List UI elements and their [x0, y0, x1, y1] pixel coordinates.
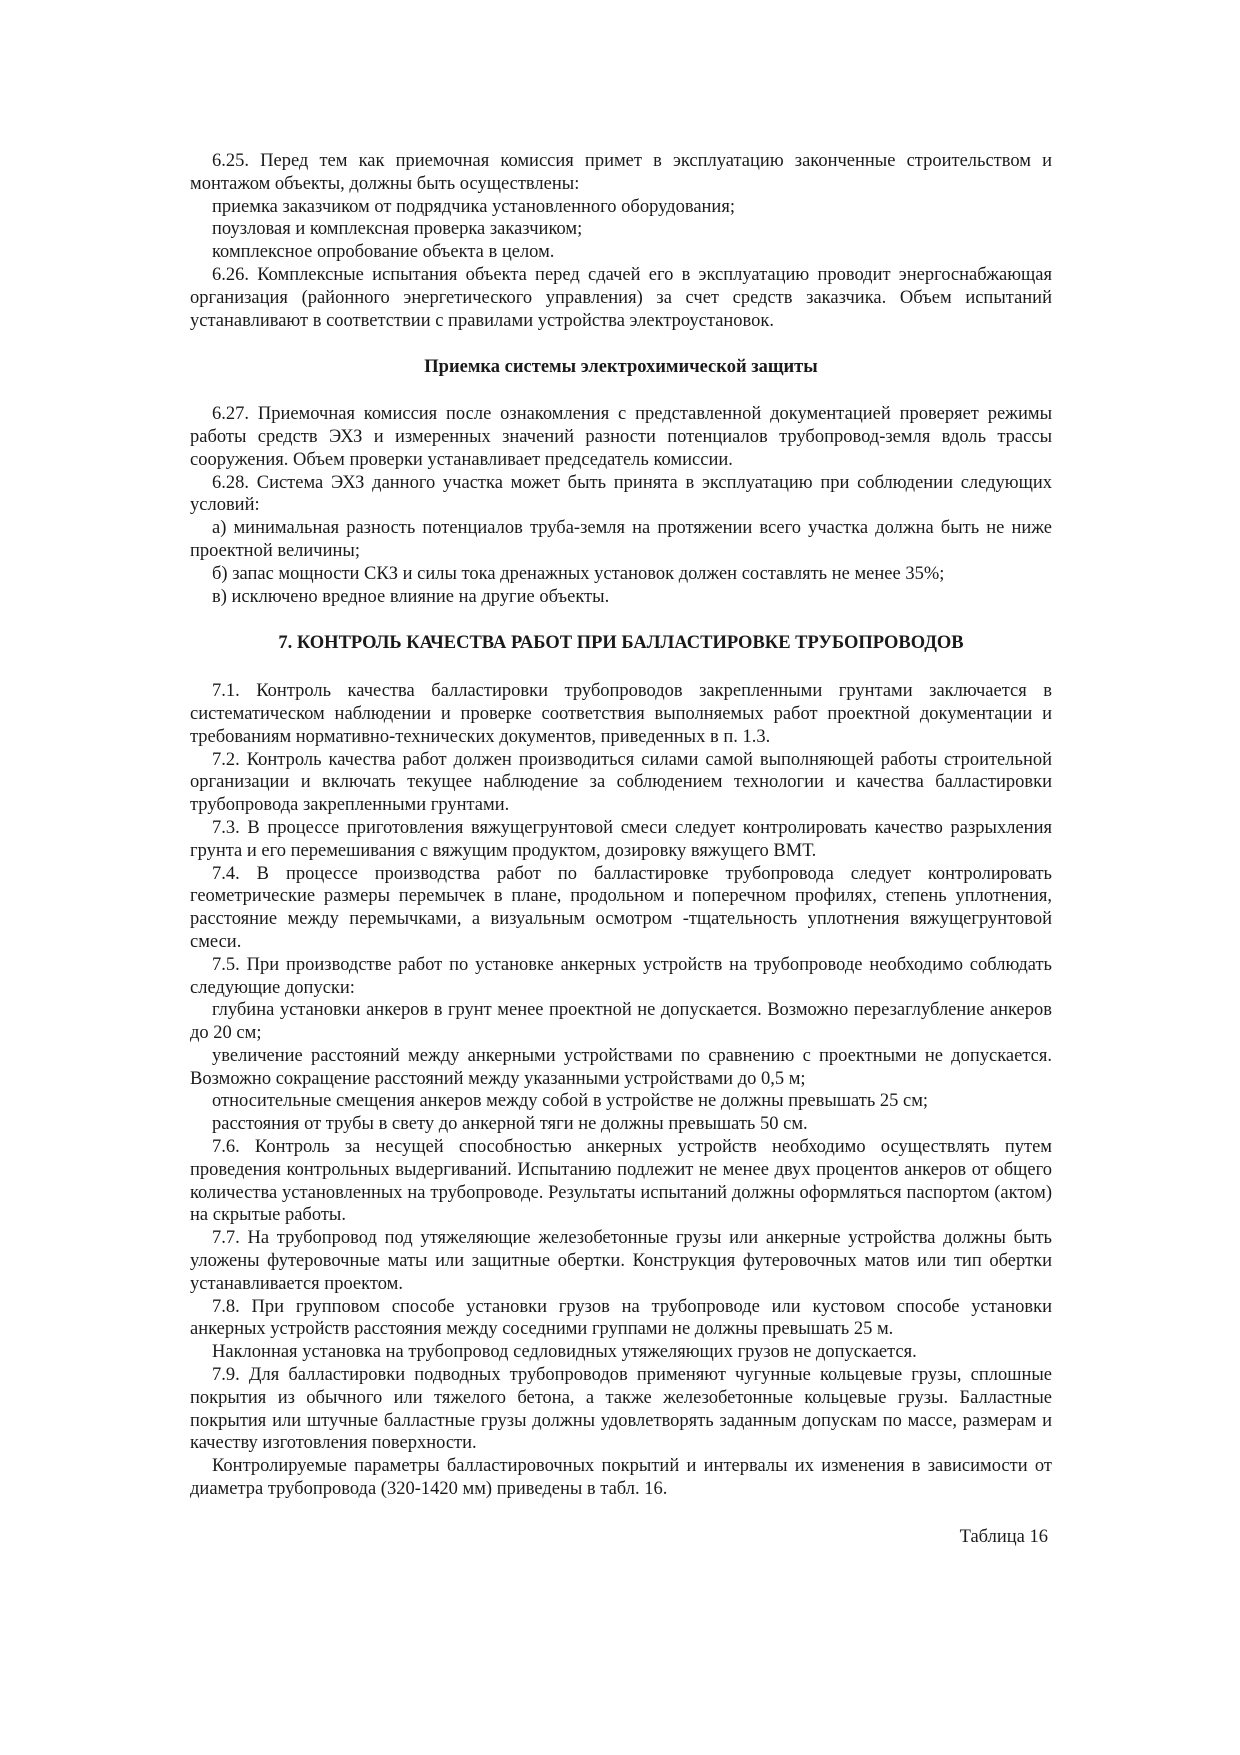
paragraph-7-1: 7.1. Контроль качества балластировки трубопроводов закрепленными грунтами заключается в систематическом наблюдении и проверке соответствия выполняемых работ проектной документации и требованиям нормативно-технических документов, приведенных в п. 1.3.	[190, 681, 1052, 747]
paragraph-7-3: 7.3. В процессе приготовления вяжущегрунтовой смеси следует контролировать качество разрыхления грунта и его перемешивания с вяжущим продуктом, дозировку вяжущего ВМТ.	[190, 817, 1052, 861]
list-item-equipment-acceptance: приемка заказчиком от подрядчика установленного оборудования;	[212, 196, 735, 217]
paragraph-6-25: 6.25. Перед тем как приемочная комиссия примет в эксплуатацию законченные строительством и монтажом объекты, должны быть осуществлены:	[190, 151, 1052, 194]
table-caption: Таблица 16	[959, 1526, 1048, 1547]
tolerance-item-offset: относительные смещения анкеров между собой в устройстве не должны превышать 25 см;	[212, 1091, 929, 1112]
paragraph-7-6: 7.6. Контроль за несущей способностью анкерных устройств необходимо осуществлять путем проведения контрольных выдергиваний. Испытанию подлежит не менее двух процентов анкеров от общего количества установленных на трубопроводе. Результаты испытаний должны оформляться паспортом (актом) на скрытые работы.	[190, 1137, 1052, 1226]
paragraph-controlled-parameters: Контролируемые параметры балластировочных покрытий и интервалы их изменения в зависимости от диаметра трубопровода (320-1420 мм) приведены в табл. 16.	[190, 1456, 1052, 1500]
list-item-complex-testing: комплексное опробование объекта в целом.	[212, 242, 555, 263]
condition-item-b: б) запас мощности СКЗ и силы тока дренажных установок должен составлять не менее 35%;	[212, 563, 945, 584]
tolerance-item-depth: глубина установки анкеров в грунт менее проектной не допускается. Возможно перезаглубление анкеров до 20 см;	[190, 1000, 1052, 1044]
condition-item-c: в) исключено вредное влияние на другие объекты.	[212, 586, 610, 607]
subsection-heading-ecp-acceptance: Приемка системы электрохимической защиты	[424, 357, 818, 378]
paragraph-7-5: 7.5. При производстве работ по установке анкерных устройств на трубопроводе необходимо соблюдать следующие допуски:	[190, 954, 1052, 998]
paragraph-7-9: 7.9. Для балластировки подводных трубопроводов применяют чугунные кольцевые грузы, сплошные покрытия из обычного или тяжелого бетона, а также железобетонные кольцевые грузы. Балластные покрытия или штучные балластные грузы должны удовлетворять заданным допускам по массе, размерам и качеству изготовления поверхности.	[190, 1365, 1052, 1454]
section-heading-7: 7. КОНТРОЛЬ КАЧЕСТВА РАБОТ ПРИ БАЛЛАСТИРОВКЕ ТРУБОПРОВОДОВ	[278, 633, 964, 654]
paragraph-7-4: 7.4. В процессе производства работ по балластировке трубопровода следует контролировать геометрические размеры перемычек в плане, продольном и поперечном профилях, степень уплотнения, расстояние между перемычками, а визуальным осмотром -тщательность уплотнения вяжущегрунтовой смеси.	[190, 863, 1052, 952]
tolerance-item-spacing: увеличение расстояний между анкерными устройствами по сравнению с проектными не допускается. Возможно сокращение расстояний между указанными устройствами до 0,5 м;	[190, 1045, 1052, 1089]
list-item-node-check: поузловая и комплексная проверка заказчиком;	[212, 219, 583, 240]
document-page	[190, 150, 1052, 1549]
paragraph-7-7: 7.7. На трубопровод под утяжеляющие железобетонные грузы или анкерные устройства должны быть уложены футеровочные маты или защитные обертки. Конструкция футеровочных матов или тип обертки устанавливается проектом.	[190, 1228, 1052, 1294]
paragraph-7-8: 7.8. При групповом способе установки грузов на трубопроводе или кустовом способе установки анкерных устройств расстояния между соседними группами не должны превышать 25 м.	[190, 1296, 1052, 1340]
paragraph-6-28: 6.28. Система ЭХЗ данного участка может быть принята в эксплуатацию при соблюдении следующих условий:	[190, 472, 1052, 516]
condition-item-a: а) минимальная разность потенциалов труба-земля на протяжении всего участка должна быть не ниже проектной величины;	[190, 518, 1052, 561]
paragraph-6-27: 6.27. Приемочная комиссия после ознакомления с представленной документацией проверяет режимы работы средств ЭХЗ и измеренных значений разности потенциалов трубопровод-земля вдоль трассы сооружения. Объем проверки устанавливает председатель комиссии.	[190, 404, 1052, 470]
paragraph-6-26: 6.26. Комплексные испытания объекта перед сдачей его в эксплуатацию проводит энергоснабжающая организация (районного энергетического управления) за счет средств заказчика. Объем испытаний устанавливают в соответствии с правилами устройства электроустановок.	[190, 264, 1052, 331]
paragraph-7-2: 7.2. Контроль качества работ должен производиться силами самой выполняющей работы строительной организации и включать текущее наблюдение за соблюдением технологии и качества балластировки трубопровода закрепленными грунтами.	[190, 749, 1052, 816]
paragraph-inclined-installation: Наклонная установка на трубопровод седловидных утяжеляющих грузов не допускается.	[212, 1342, 917, 1363]
tolerance-item-clearance: расстояния от трубы в свету до анкерной тяги не должны превышать 50 см.	[212, 1114, 808, 1135]
